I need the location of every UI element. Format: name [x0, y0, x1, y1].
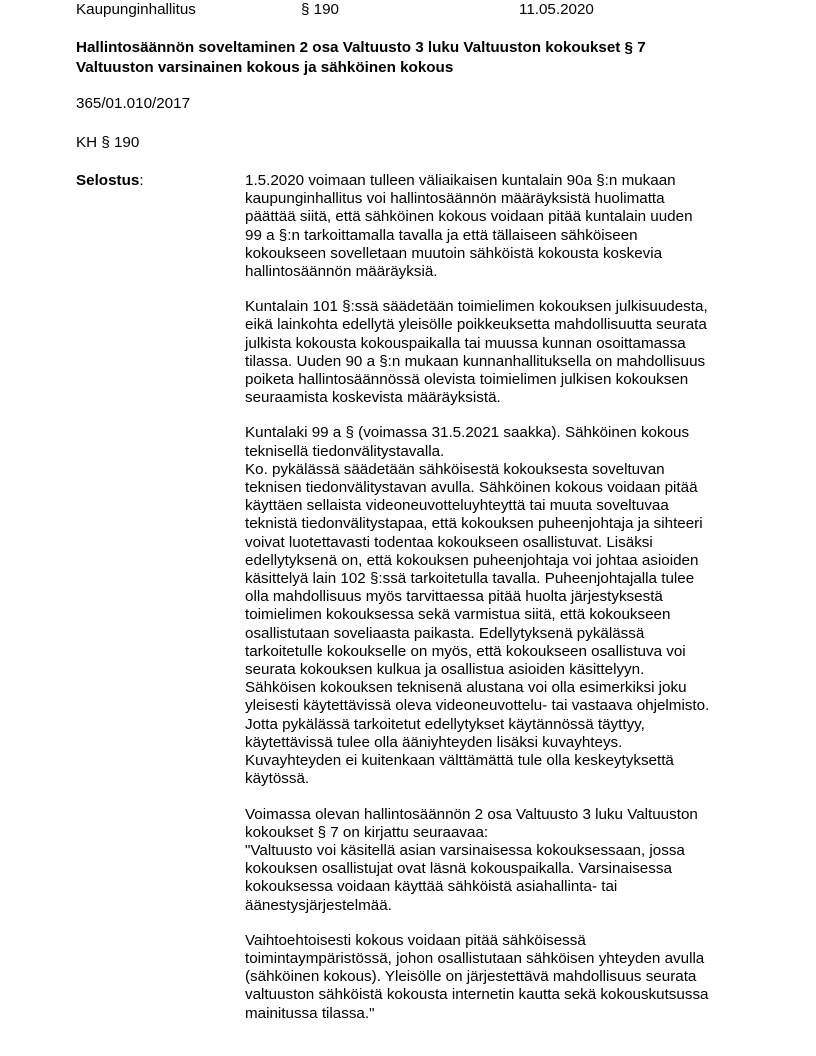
diary-number: 365/01.010/2017 [76, 95, 191, 112]
selostus-heading [76, 172, 144, 190]
paragraph-1: 1.5.2020 voimaan tulleen väliaikaisen kuntalain 90a §:n mukaan kaupunginhallitus voi hallintosäännön määräyksistä huolimatta päättää siitä, että sähköinen kokous voidaan pitää kuntalain uuden 99 a §:n tarkoittamalla tavalla ja että tällaiseen sähköiseen kokoukseen sovelletaan muutoin sähköistä kokousta koskevia hallintosäännön määräyksiä. [245, 172, 693, 281]
selostus-label: Selostus [76, 172, 140, 189]
selostus-colon: : [139, 172, 144, 189]
paragraph-2: Kuntalain 101 §:ssä säädetään toimielimen kokouksen julkisuudesta, eikä lainkohta edellytä yleisölle poikkeuksetta mahdollisuutta seurata julkista kokousta kokouspaikalla tai muussa kunnan osoittamassa tilassa. Uuden 90 a §:n mukaan kunnanhallituksella on mahdollisuus poiketa hallintosäännössä olevista toimielimen julkisen kokouksen seuraamista koskevista määräyksistä. [245, 298, 708, 407]
document-title [76, 38, 776, 78]
header-organization: Kaupunginhallitus [76, 1, 196, 18]
document-title-line-1: Hallintosäännön soveltaminen 2 osa Valtuusto 3 luku Valtuuston kokoukset § 7 [76, 39, 646, 56]
selostus-body [245, 172, 765, 1040]
paragraph-5: Vaihtoehtoisesti kokous voidaan pitää sähköisessä toimintaympäristössä, johon osallistutaan sähköisen yhteyden avulla (sähköinen kokous). Yleisölle on järjestettävä mahdollisuus seurata valtuuston sähköistä kokousta internetin kautta sekä kokouskutsussa mainitussa tilassa." [245, 931, 709, 1022]
header-section-number: § 190 [301, 1, 340, 18]
document-header [76, 1, 776, 21]
header-date: 11.05.2020 [519, 1, 594, 18]
paragraph-4: Voimassa olevan hallintosäännön 2 osa Valtuusto 3 luku Valtuuston kokoukset § 7 on kirjattu seuraavaa: "Valtuusto voi käsitellä asian varsinaisessa kokouksessaan, jossa kokouksen osallistujat ovat läsnä kokouspaikalla. Varsinaisessa kokouksessa voidaan käyttää sähköistä asiahallinta- tai äänestysjärjestelmää. [245, 805, 698, 914]
document-title-line-2: Valtuuston varsinainen kokous ja sähköinen kokous [76, 59, 454, 76]
paragraph-3: Kuntalaki 99 a § (voimassa 31.5.2021 saakka). Sähköinen kokous teknisellä tiedonvälitystavalla. Ko. pykälässä säädetään sähköisestä kokouksesta soveltuvan teknisen tiedonvälitystavan avulla. Sähköinen kokous voidaan pitää käyttäen sellaista videoneuvotteluyhteyttä tai muuta soveltuvaa teknistä tiedonvälitystapaa, että kokouksen puheenjohtaja ja sihteeri voivat luotettavasti todentaa kokoukseen osallistuvat. Lisäksi edellytyksenä on, että kokouksen puheenjohtaja voi johtaa asioiden käsittelyä lain 102 §:ssä tarkoitetulla tavalla. Puheenjohtajalla tulee olla mahdollisuus myös tarvittaessa pitää huolta järjestyksestä toimielimen kokouksessa sekä varmistua siitä, että kokoukseen osallistutaan soveliaasta paikasta. Edellytyksenä pykälässä tarkoitetulle kokoukselle on myös, että kokoukseen osallistuva voi seurata kokouksen kulkua ja osallistua asioiden käsittelyyn. Sähköisen kokouksen teknisenä alustana voi olla esimerkiksi joku yleisesti käytettävissä oleva videoneuvottelu- tai vastaava ohjelmisto. Jotta pykälässä tarkoitetut edellytykset käytännössä täyttyy, käytettävissä tulee olla ääniyhteyden lisäksi kuvayhteys. Kuvayhteyden ei kuitenkaan välttämättä tule olla keskeytyksettä käytössä. [245, 424, 710, 788]
kh-reference: KH § 190 [76, 134, 140, 151]
